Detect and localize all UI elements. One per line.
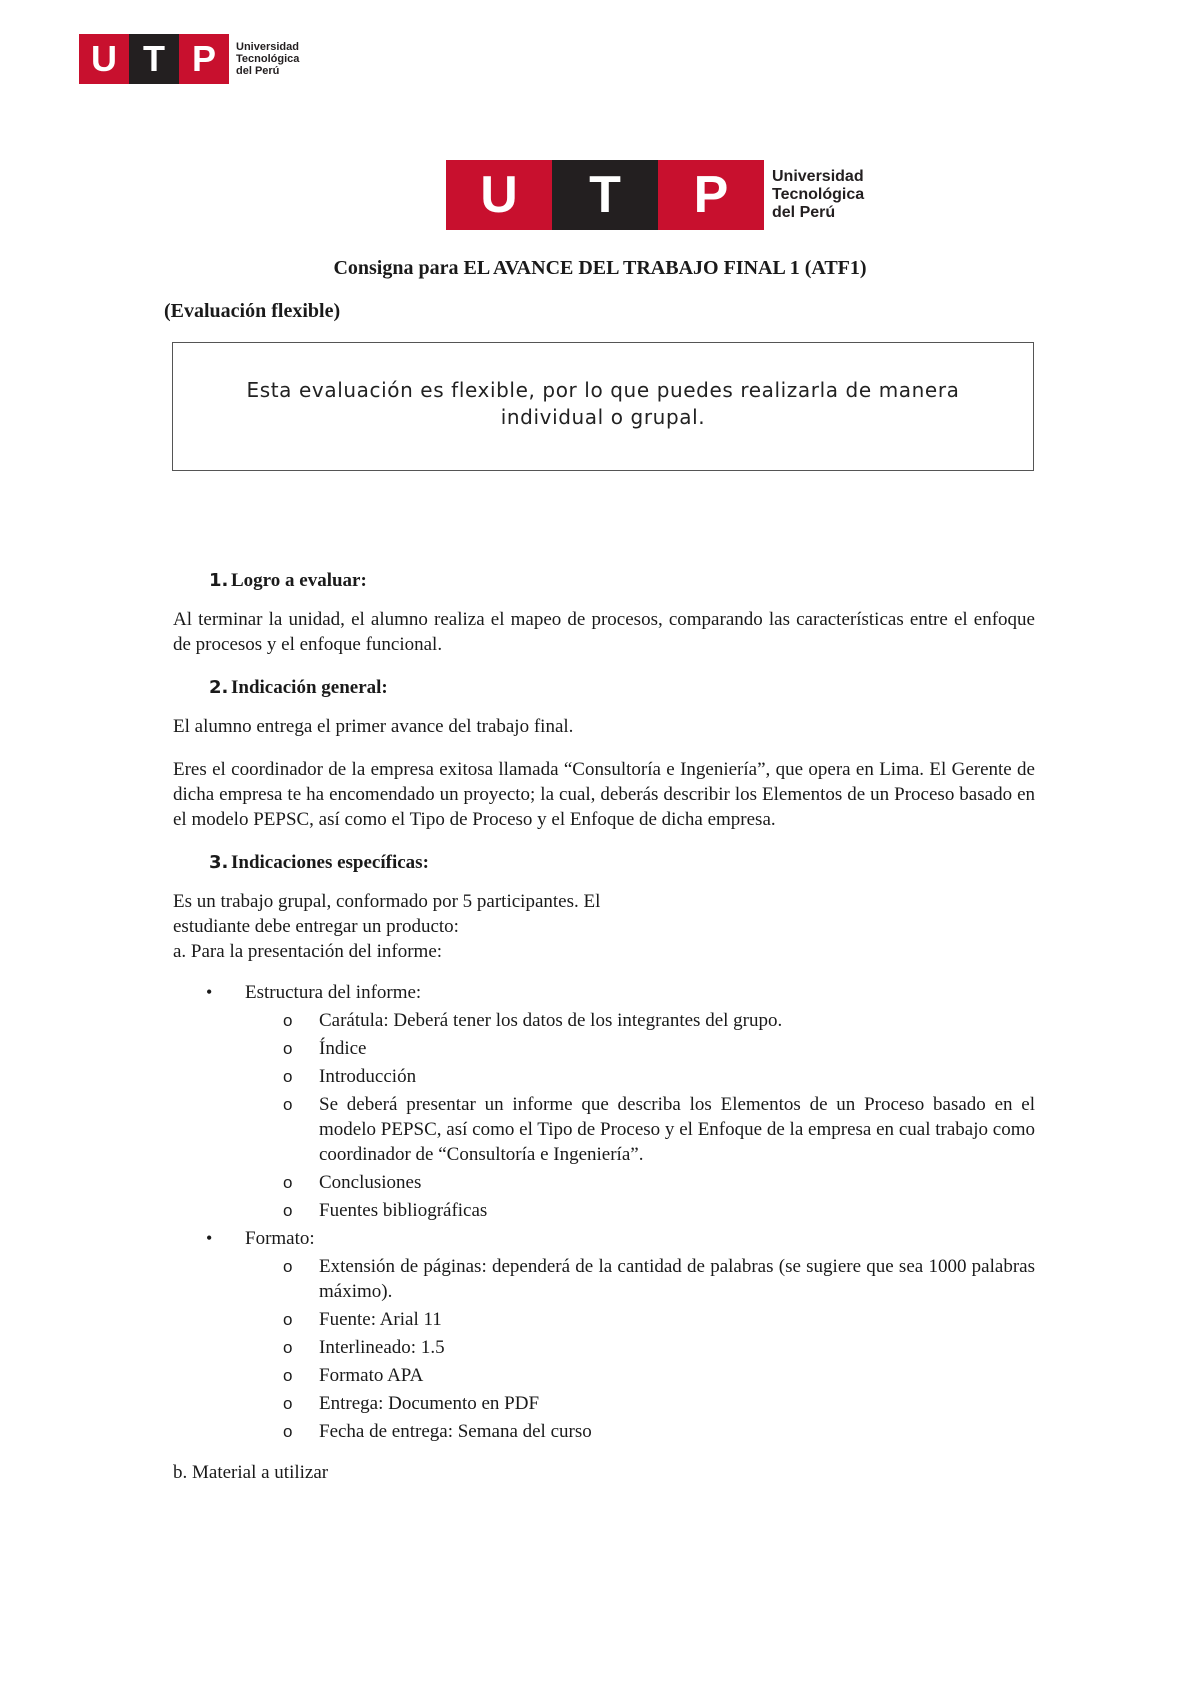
utp-logo-center — [446, 160, 864, 230]
logo-letter-p: P — [658, 160, 764, 230]
document-title: Consigna para EL AVANCE DEL TRABAJO FINAL 1 (ATF1) — [333, 257, 867, 279]
logo-letter-t: T — [552, 160, 658, 230]
list-item: o Formato APA — [173, 1363, 1035, 1388]
document-body — [173, 568, 1035, 1485]
list-item: o Interlineado: 1.5 — [173, 1335, 1035, 1360]
logo-letter-t: T — [129, 34, 179, 84]
list-item: o Índice — [173, 1036, 1035, 1061]
list-item: o Fuente: Arial 11 — [173, 1307, 1035, 1332]
list-item: o Entrega: Documento en PDF — [173, 1391, 1035, 1416]
list-item: o Extensión de páginas: dependerá de la cantidad de palabras (se sugiere que sea 1000 palabras máximo). — [173, 1254, 1035, 1304]
logo-university-name: Universidad Tecnológica del Perú — [236, 41, 300, 77]
list-item: o Fuentes bibliográficas — [173, 1198, 1035, 1223]
material-heading: b. Material a utilizar — [173, 1462, 329, 1483]
utp-logo-header — [79, 34, 299, 84]
specific-intro: Es un trabajo grupal, conformado por 5 participantes. El estudiante debe entregar un producto: a. Para la presentación del informe: — [173, 891, 601, 962]
formato-sublist — [173, 1254, 1035, 1444]
report-requirements-list — [173, 980, 1035, 1444]
document-subtitle: (Evaluación flexible) — [164, 300, 341, 322]
bullet-estructura: • Estructura del informe: o Carátula: Deberá tener los datos de los integrantes del grupo. o Índice o Introducción o Se deberá presentar un informe que describa los Elementos de un Proceso basado en el modelo PEPSC, así como el Tipo de Proceso y el Enfoque de la empresa en cual trabajo como coordinador de “Consultoría e Ingeniería”. o Conclusiones o Fuentes bibliográficas — [173, 980, 1035, 1223]
list-item: o Conclusiones — [173, 1170, 1035, 1195]
section-heading-indicaciones-especificas: 3. Indicaciones específicas: — [209, 852, 429, 873]
list-item: o Carátula: Deberá tener los datos de los integrantes del grupo. — [173, 1008, 1035, 1033]
logro-paragraph: Al terminar la unidad, el alumno realiza el mapeo de procesos, comparando las características entre el enfoque de procesos y el enfoque funcional. — [173, 609, 1035, 655]
indicacion-paragraph-2: Eres el coordinador de la empresa exitosa llamada “Consultoría e Ingeniería”, que opera en Lima. El Gerente de dicha empresa te ha encomendado un proyecto; la cual, deberás describir los Elementos de un Proceso basado en el modelo PEPSC, así como el Tipo de Proceso y el Enfoque de dicha empresa. — [173, 759, 1035, 830]
estructura-sublist — [173, 1008, 1035, 1223]
flexible-evaluation-notice: Esta evaluación es flexible, por lo que puedes realizarla de manera individual o grupal. — [172, 342, 1034, 471]
section-heading-indicacion-general: 2. Indicación general: — [209, 677, 388, 698]
section-heading-logro: 1. Logro a evaluar: — [209, 570, 367, 591]
logo-letter-u: U — [79, 34, 129, 84]
logo-letter-u: U — [446, 160, 552, 230]
logo-letter-p: P — [179, 34, 229, 84]
list-item: o Introducción — [173, 1064, 1035, 1089]
bullet-formato: • Formato: o Extensión de páginas: dependerá de la cantidad de palabras (se sugiere que sea 1000 palabras máximo). o Fuente: Arial 11 o Interlineado: 1.5 o Formato APA o Entrega: Documento en PDF o Fecha de entrega: Semana del curso — [173, 1226, 1035, 1444]
list-item: o Se deberá presentar un informe que describa los Elementos de un Proceso basado en el modelo PEPSC, así como el Tipo de Proceso y el Enfoque de la empresa en cual trabajo como coordinador de “Consultoría e Ingeniería”. — [173, 1092, 1035, 1167]
indicacion-paragraph-1: El alumno entrega el primer avance del trabajo final. — [173, 716, 574, 737]
logo-university-name: Universidad Tecnológica del Perú — [772, 168, 865, 221]
list-item: o Fecha de entrega: Semana del curso — [173, 1419, 1035, 1444]
